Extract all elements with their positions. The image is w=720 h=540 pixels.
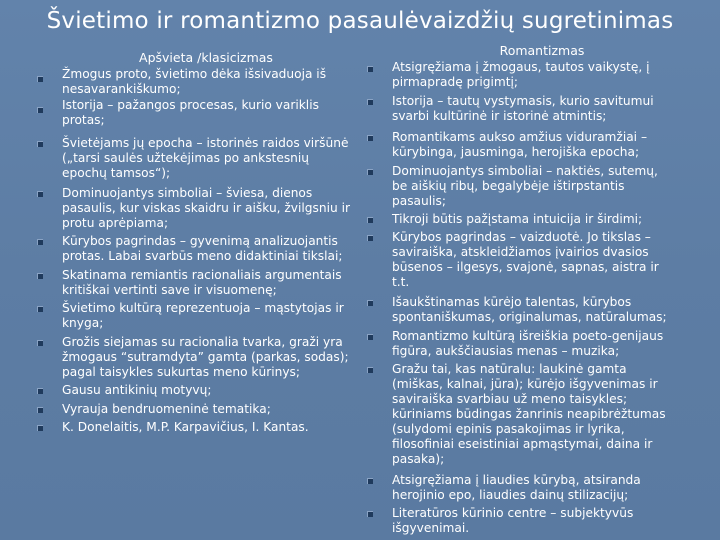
square-bullet-icon <box>367 300 373 306</box>
square-bullet-icon <box>37 273 43 279</box>
list-item: Dominuojantys simboliai – naktiės, sutemų, be aiškių ribų, begalybėje ištirpstantis pasaulis; <box>392 164 670 209</box>
list-item: Atsigręžiama į žmogaus, tautos vaikystę, į pirmapradę prigimtį; <box>392 60 670 90</box>
square-bullet-icon <box>367 169 373 175</box>
square-bullet-icon <box>367 334 373 340</box>
list-item: Literatūros kūrinio centre – subjektyvūs išgyvenimai. <box>392 506 670 536</box>
list-item: Išaukštinamas kūrėjo talentas, kūrybos spontaniškumas, originalumas, natūralumas; <box>392 295 670 325</box>
square-bullet-icon <box>367 135 373 141</box>
list-item: Gausu antikinių motyvų; <box>62 383 354 398</box>
list-item: Kūrybos pagrindas – gyvenimą analizuojantis protas. Labai svarbūs meno didaktiniai tikslai; <box>62 234 354 264</box>
list-item: Gražu tai, kas natūralu: laukinė gamta (miškas, kalnai, jūra); kūrėjo išgyvenimas ir saviraiška svarbiau už meno taisykles; kūriniams būdingas žanrinis neapibrėžtumas (sulydomi epinis pasakojimas ir lyrika, filosofiniai eseistiniai apmąstymai, daina ir pasaka); <box>392 362 670 467</box>
square-bullet-icon <box>367 235 373 241</box>
square-bullet-icon <box>37 239 43 245</box>
list-item: Žmogus proto, švietimo dėka išsivaduoja iš nesavarankiškumo; <box>62 67 354 97</box>
list-item: Atsigręžiama į liaudies kūrybą, atsiranda herojinio epo, liaudies dainų stilizacijų; <box>392 473 670 503</box>
slide-title: Švietimo ir romantizmo pasaulėvaizdžių sugretinimas <box>46 8 674 34</box>
list-item: Švietėjams jų epocha – istorinės raidos viršūnė („tarsi saulės užtekėjimas po ankstesnių epochų tamsos“); <box>62 136 354 181</box>
square-bullet-icon <box>37 407 43 413</box>
square-bullet-icon <box>37 141 43 147</box>
right-column-heading: Romantizmas <box>499 43 585 58</box>
list-item: K. Donelaitis, M.P. Karpavičius, I. Kantas. <box>62 420 354 435</box>
list-item: Dominuojantys simboliai – šviesa, dienos pasaulis, kur viskas skaidru ir aišku, žvilgsniu ir protu aprėpiama; <box>62 186 354 231</box>
list-item: Kūrybos pagrindas – vaizduotė. Jo tikslas – saviraiška, atskleidžiamos įvairios dvasios būsenos – ilgesys, svajonė, sapnas, aistra ir t.t. <box>392 230 670 290</box>
square-bullet-icon <box>37 107 43 113</box>
square-bullet-icon <box>37 191 43 197</box>
square-bullet-icon <box>367 511 373 517</box>
list-item: Grožis siejamas su racionalia tvarka, graži yra žmogaus “sutramdyta” gamta (parkas, sodas); pagal taisykles sukurtas meno kūrinys; <box>62 335 354 380</box>
square-bullet-icon <box>367 99 373 105</box>
list-item: Romantizmo kultūrą išreiškia poeto-genijaus figūra, aukščiausias menas – muzika; <box>392 329 670 359</box>
square-bullet-icon <box>37 76 43 82</box>
list-item: Istorija – pažangos procesas, kurio variklis protas; <box>62 98 354 128</box>
square-bullet-icon <box>367 217 373 223</box>
list-item: Skatinama remiantis racionaliais argumentais kritiškai vertinti save ir visuomenę; <box>62 268 354 298</box>
square-bullet-icon <box>367 478 373 484</box>
square-bullet-icon <box>37 340 43 346</box>
square-bullet-icon <box>37 388 43 394</box>
list-item: Vyrauja bendruomeninė tematika; <box>62 402 354 417</box>
list-item: Tikroji būtis pažįstama intuicija ir širdimi; <box>392 212 670 227</box>
list-item: Istorija – tautų vystymasis, kurio savitumui svarbi kultūrinė ir istorinė atmintis; <box>392 94 670 124</box>
list-item: Švietimo kultūrą reprezentuoja – mąstytojas ir knyga; <box>62 301 354 331</box>
square-bullet-icon <box>37 306 43 312</box>
square-bullet-icon <box>37 425 43 431</box>
square-bullet-icon <box>367 66 373 72</box>
list-item: Romantikams aukso amžius viduramžiai – kūrybinga, jausminga, herojiška epocha; <box>392 130 670 160</box>
left-column-heading: Apšvieta /klasicizmas <box>139 50 273 65</box>
square-bullet-icon <box>367 367 373 373</box>
